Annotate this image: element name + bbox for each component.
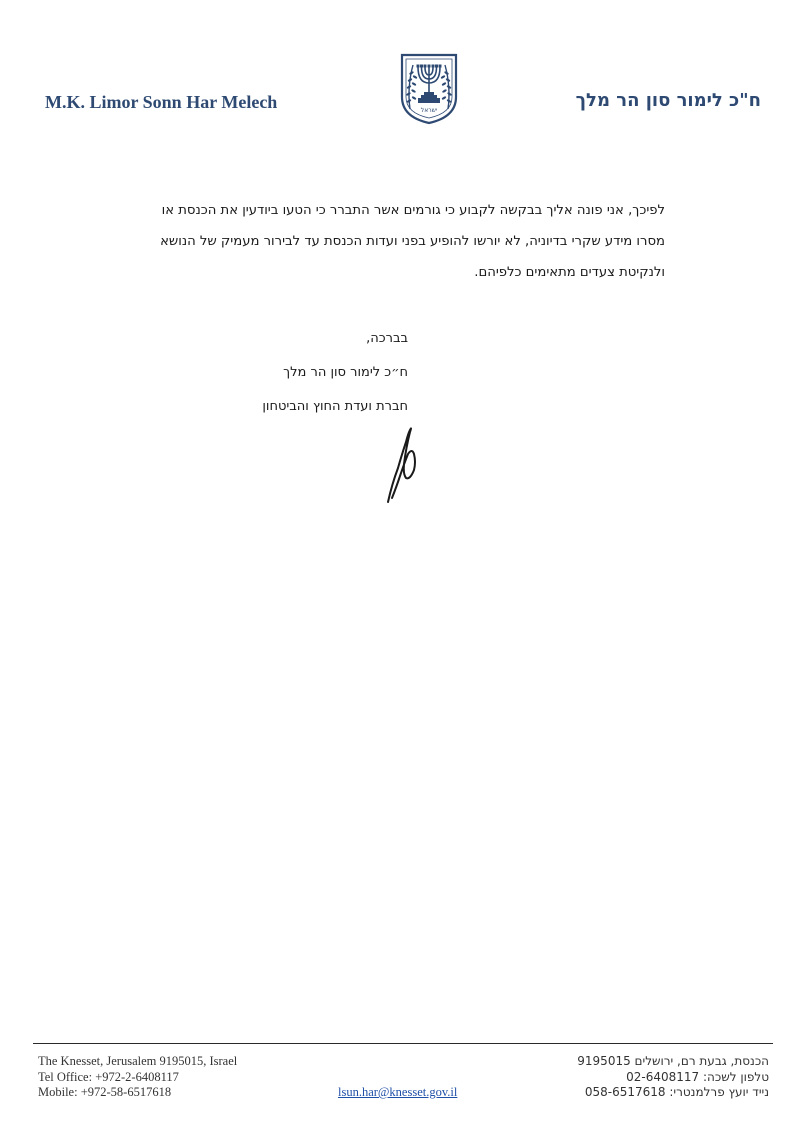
closing-greeting: בברכה, xyxy=(366,331,408,346)
body-line: ולנקיטת צעדים מתאימים כלפיהם. xyxy=(474,265,665,280)
closing-name: ח״כ לימור סון הר מלך xyxy=(283,365,408,380)
footer-mobile-he: נייד יועץ פרלמנטרי: 058-6517618 xyxy=(584,1085,769,1099)
body-line: מסרו מידע שקרי בדיוניה, לא יורשו להופיע בפני ועדות הכנסת עד לבירור מעמיק של הנושא xyxy=(160,234,665,249)
emblem-text: ישראל xyxy=(420,107,438,114)
footer-address-en: The Knesset, Jerusalem 9195015, Israel xyxy=(38,1054,238,1068)
footer-english xyxy=(38,1054,237,1101)
footer-divider xyxy=(33,1043,773,1044)
footer-tel-he: טלפון לשכה: 02-6408117 xyxy=(626,1069,769,1084)
body-line: לפיכך, אני פונה אליך בבקשה לקבוע כי גורמים אשר התברר כי הטעו ביודעין את הכנסת או xyxy=(161,203,665,218)
letter-body xyxy=(140,195,665,288)
closing-block xyxy=(262,322,408,424)
state-emblem-icon xyxy=(399,53,459,125)
header-name-english: M.K. Limor Sonn Har Melech xyxy=(45,92,278,112)
footer-tel-en: Tel Office: +972-2-6408117 xyxy=(38,1069,179,1084)
header-name-hebrew: ח"כ לימור סון הר מלך xyxy=(575,90,761,111)
closing-role: חברת ועדת החוץ והביטחון xyxy=(262,399,408,414)
signature-image xyxy=(376,424,424,506)
footer-email-link[interactable]: lsun.har@knesset.gov.il xyxy=(338,1085,458,1099)
footer-hebrew xyxy=(577,1054,769,1101)
footer-mobile-en: Mobile: +972-58-6517618 xyxy=(38,1085,172,1099)
footer-address-he: הכנסת, גבעת רם, ירושלים 9195015 xyxy=(577,1054,769,1068)
